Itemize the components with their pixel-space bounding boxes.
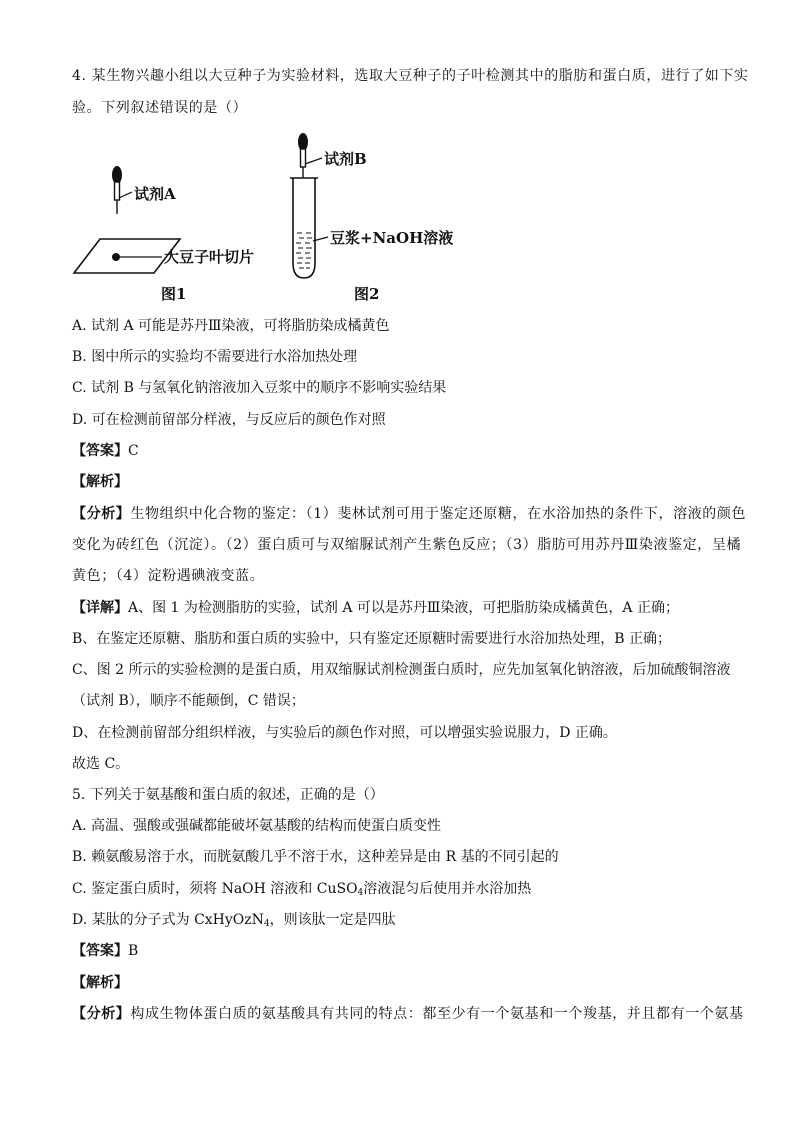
analysis-tag: 【解析】: [72, 975, 128, 991]
q4-detail-line2: B、在鉴定还原糖、脂肪和蛋白质的实验中，只有鉴定还原糖时需要进行水浴加热处理，B 正确；: [72, 631, 672, 647]
fenxi-text: 生物组织中化合物的鉴定：（1）斐林试剂可用于鉴定还原糖，在水浴加热的条件下，溶液的颜色: [130, 506, 747, 522]
q5-option-d: [72, 910, 396, 934]
q4-analysis-heading: [72, 472, 128, 492]
q4-fenxi-line3: 黄色；（4）淀粉遇碘液变蓝。: [72, 568, 265, 584]
answer-tag: 【答案】: [72, 943, 128, 959]
fig2-caption: 图2: [354, 285, 380, 303]
detail-text: A、图 1 为检测脂肪的实验，试剂 A 可以是苏丹Ⅲ染液，可把脂肪染成橘黄色，A 正确；: [128, 600, 679, 616]
fenxi-tag: 【分析】: [72, 506, 131, 522]
q4-fenxi-line2: 变化为砖红色（沉淀）。（2）蛋白质可与双缩脲试剂产生紫色反应；（3）脂肪可用苏丹Ⅲ染液鉴定，呈橘: [72, 537, 742, 553]
q5-option-d-text-end: ，则该肽一定是四肽: [269, 912, 396, 928]
answer-value: C: [128, 443, 139, 459]
tube-label: 豆浆+NaOH溶液: [330, 229, 454, 247]
q5-analysis-heading: [72, 973, 128, 993]
analysis-tag: 【解析】: [72, 474, 128, 490]
q4-stem-line1: 4. 某生物兴趣小组以大豆种子为实验材料，选取大豆种子的子叶检测其中的脂肪和蛋白质，进行了如下实: [72, 68, 749, 84]
q5-option-c-subscript: 4: [357, 888, 364, 898]
dropper-a-icon: [112, 166, 122, 214]
q4-option-b: B. 图中所示的实验均不需要进行水浴加热处理: [72, 349, 358, 365]
fig1-caption: 图1: [161, 285, 187, 303]
slice-label: 大豆子叶切片: [164, 248, 255, 266]
detail-tag: 【详解】: [72, 600, 128, 616]
fenxi-tag: 【分析】: [72, 1006, 131, 1022]
q5-option-a: A. 高温、强酸或强碱都能破坏氨基酸的结构而使蛋白质变性: [72, 818, 442, 834]
answer-tag: 【答案】: [72, 443, 128, 459]
q4-stem-line2: 验。下列叙述错误的是（）: [72, 100, 248, 116]
q4-option-d: D. 可在检测前留部分样液，与反应后的颜色作对照: [72, 412, 386, 428]
q4-answer: [72, 441, 139, 461]
q5-stem: 5. 下列关于氨基酸和蛋白质的叙述，正确的是（）: [72, 787, 384, 803]
experiment-figure: [66, 128, 486, 308]
q5-answer: [72, 941, 138, 961]
q4-conclusion: 故选 C。: [72, 756, 130, 772]
q5-option-d-subscript: 4: [263, 919, 270, 929]
q4-detail-line4: （试剂 B），顺序不能颠倒，C 错误；: [72, 693, 305, 709]
answer-value: B: [128, 943, 139, 959]
q5-option-c-text: C. 鉴定蛋白质时，须将 NaOH 溶液和 CuSO: [72, 881, 358, 897]
q5-option-c-text-end: 溶液混匀后使用并水浴加热: [363, 881, 532, 897]
q4-fenxi-line1: [72, 504, 746, 524]
test-tube-icon: [290, 178, 318, 278]
q4-option-a: A. 试剂 A 可能是苏丹Ⅲ染液，可将脂肪染成橘黄色: [72, 318, 390, 334]
q4-detail-line1: [72, 598, 679, 618]
q5-option-c: [72, 879, 531, 903]
q4-option-c: C. 试剂 B 与氢氧化钠溶液加入豆浆中的顺序不影响实验结果: [72, 380, 447, 396]
reagent-a-label: 试剂A: [134, 185, 176, 203]
q4-detail-line5: D、在检测前留部分组织样液，与实验后的颜色作对照，可以增强实验说服力，D 正确。: [72, 725, 617, 741]
reagent-b-label: 试剂B: [324, 150, 367, 168]
q5-option-b: B. 赖氨酸易溶于水，而胱氨酸几乎不溶于水，这种差异是由 R 基的不同引起的: [72, 849, 559, 865]
q5-option-d-text: D. 某肽的分子式为 CxHyOzN: [72, 912, 264, 928]
q4-detail-line3: C、图 2 所示的实验检测的是蛋白质，用双缩脲试剂检测蛋白质时，应先加氢氧化钠溶液，后加硫酸铜溶液: [72, 662, 731, 678]
q5-fenxi-line1: [72, 1004, 744, 1024]
fenxi-text: 构成生物体蛋白质的氨基酸具有共同的特点：都至少有一个氨基和一个羧基，并且都有一个氨基: [130, 1006, 744, 1022]
